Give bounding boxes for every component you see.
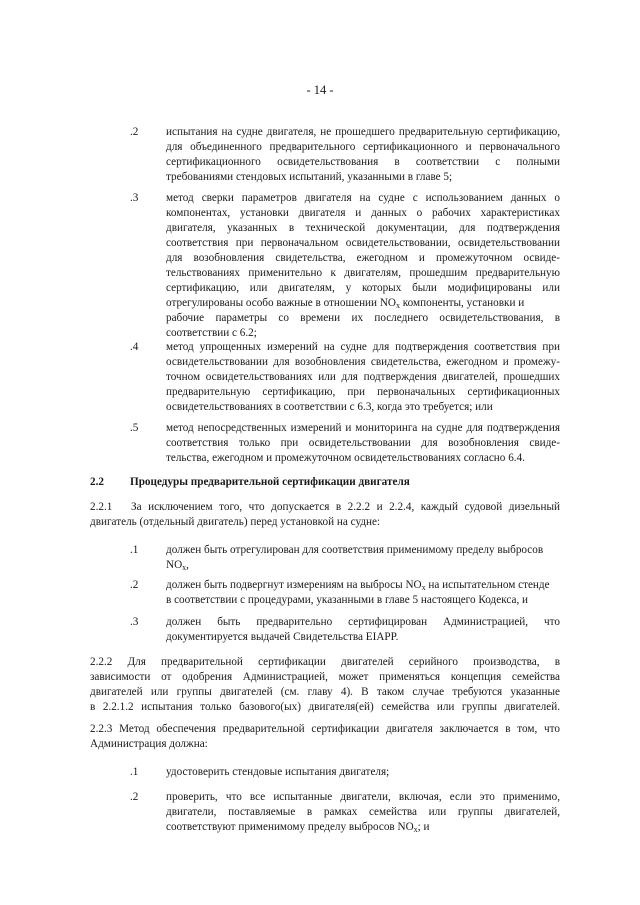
item-number: .1 [130,766,139,778]
text-line: должен быть отрегулирован для соответствия применимому пределу выбросов [166,544,544,556]
section-title: Процедуры предварительной сертификации двигателя [130,476,410,488]
text-line: сертификационного освидетельствования в соответствии с полными [166,156,560,168]
item-text [166,340,560,415]
text-line: соответствии с 6.2; [166,327,257,339]
text-line: компонентах, установки двигателя и данных о рабочих характеристиках [166,207,560,219]
text-line: точном освидетельствованиях или для подтверждения двигателей, прошедших [166,371,560,383]
paragraph-text [131,500,560,515]
text-fragment: NO [166,559,183,571]
text-line: соответствия только при освидетельствовании для возобновления свиде- [166,437,560,449]
text-line: тельства, ежегодном и промежуточном освидетельствованиях согласно 6.4. [166,452,525,464]
text-fragment: на испытательном стенде [425,579,550,591]
text-line: двигателя, указанных в технической документации, для подтверждения [166,222,560,234]
item-number: .1 [130,544,139,556]
text-line: 2.2.3 Метод обеспечения предварительной сертификации двигателя заключается в том, что [90,723,560,735]
item-text [166,191,560,341]
text-line: метод упрощенных измерений на судне для подтверждения соответствия при [166,341,560,353]
item-number: .2 [130,791,139,803]
item-number: .5 [130,422,139,434]
item-number: .3 [130,616,139,628]
item-text [166,765,560,780]
item-text [166,615,560,645]
text-line: должен быть предварительно сертифицирован Администрацией, что [166,616,560,628]
text-line: удостоверить стендовые испытания двигателя; [166,766,390,778]
text-line: Администрация должна: [90,738,208,750]
text-fragment: компоненты, установки и [399,297,525,309]
item-number: .2 [130,579,139,591]
text-line: двигатели, поставляемые в рамках семейства или группы двигателей, [166,806,560,818]
text-line: тельствованиях применительно к двигателям, прошедшим предварительную [166,267,560,279]
text-line: двигателей или группы двигателей (см. главу 4). В таком случае требуются указанные [90,686,560,698]
page-number: - 14 - [306,83,334,97]
paragraph-2-2-2 [90,655,560,715]
item-text [166,543,560,573]
text-line: рабочие параметры со времени их последнего освидетельствования, в [166,312,560,324]
text-line [166,296,560,311]
text-fragment: , [186,559,189,571]
paragraph-text: двигатель (отдельный двигатель) перед установкой на судне: [90,516,381,528]
text-line: метод сверки параметров двигателя на судне с использованием данных о [166,192,560,204]
text-line: зависимости от одобрения Администрацией, может применяться концепция семейства [90,671,560,683]
item-text [166,578,560,608]
item-text [166,790,560,835]
text-line [166,558,560,573]
text-line: документируется выдачей Свидетельства EIAPP. [166,631,399,643]
text-line: 2.2.2 Для предварительной сертификации двигателей серийного производства, в [90,656,560,668]
section-number: 2.2 [90,476,104,488]
item-text [166,421,560,466]
text-line: в 2.2.1.2 испытания только базового(ых) двигателя(ей) семейства или группы двигателей. [90,701,560,713]
text-line: освидетельствованиях в соответствии с 6.3, когда это требуется; или [166,401,493,413]
text-fragment: ; и [417,821,430,833]
paragraph-number: 2.2.1 [90,501,113,513]
subscript: x [182,563,187,572]
text-line: соответствия при первоначальном освидетельствовании, освидетельствовании [166,237,560,249]
subscript: x [413,825,418,834]
item-number: .2 [130,126,139,138]
text-line: освидетельствовании для возобновления свидетельства, ежегодном и промежу- [166,356,560,368]
text-fragment: отрегулированы особо важные в отношении NO [166,297,396,309]
text-fragment: должен быть подвергнут измерениям на выбросы NO [166,579,422,591]
text-line: предварительную сертификацию, при первоначальных сертификационных [166,386,560,398]
text-line: для возобновления свидетельства, ежегодном и промежуточном освиде- [166,252,560,264]
text-line: в соответствии с процедурами, указанными в главе 5 настоящего Кодекса, и [166,594,529,606]
text-line: для объединенного предварительного сертификационного и первоначального [166,141,560,153]
text-line: проверить, что все испытанные двигатели, включая, если это применимо, [166,791,560,803]
text-line: метод непосредственных измерений и мониторинга на судне для подтверждения [166,422,560,434]
text-fragment: соответствуют применимому пределу выбросов NO [166,821,414,833]
text-line [166,578,560,593]
text-line: сертификацию, или двигателям, у которых были модифицированы или [166,282,560,294]
item-number: .4 [130,341,139,353]
subscript: x [395,301,400,310]
text-line [166,820,560,835]
text-line: За исключением того, что допускается в 2.2.2 и 2.2.4, каждый судовой дизельный [131,501,560,513]
item-number: .3 [130,192,139,204]
text-line: испытания на судне двигателя, не прошедшего предварительную сертификацию, [166,126,560,138]
subscript: x [421,583,426,592]
text-line: требованиями стендовых испытаний, указанными в главе 5; [166,171,453,183]
paragraph-2-2-3 [90,722,560,752]
item-text [166,125,560,185]
